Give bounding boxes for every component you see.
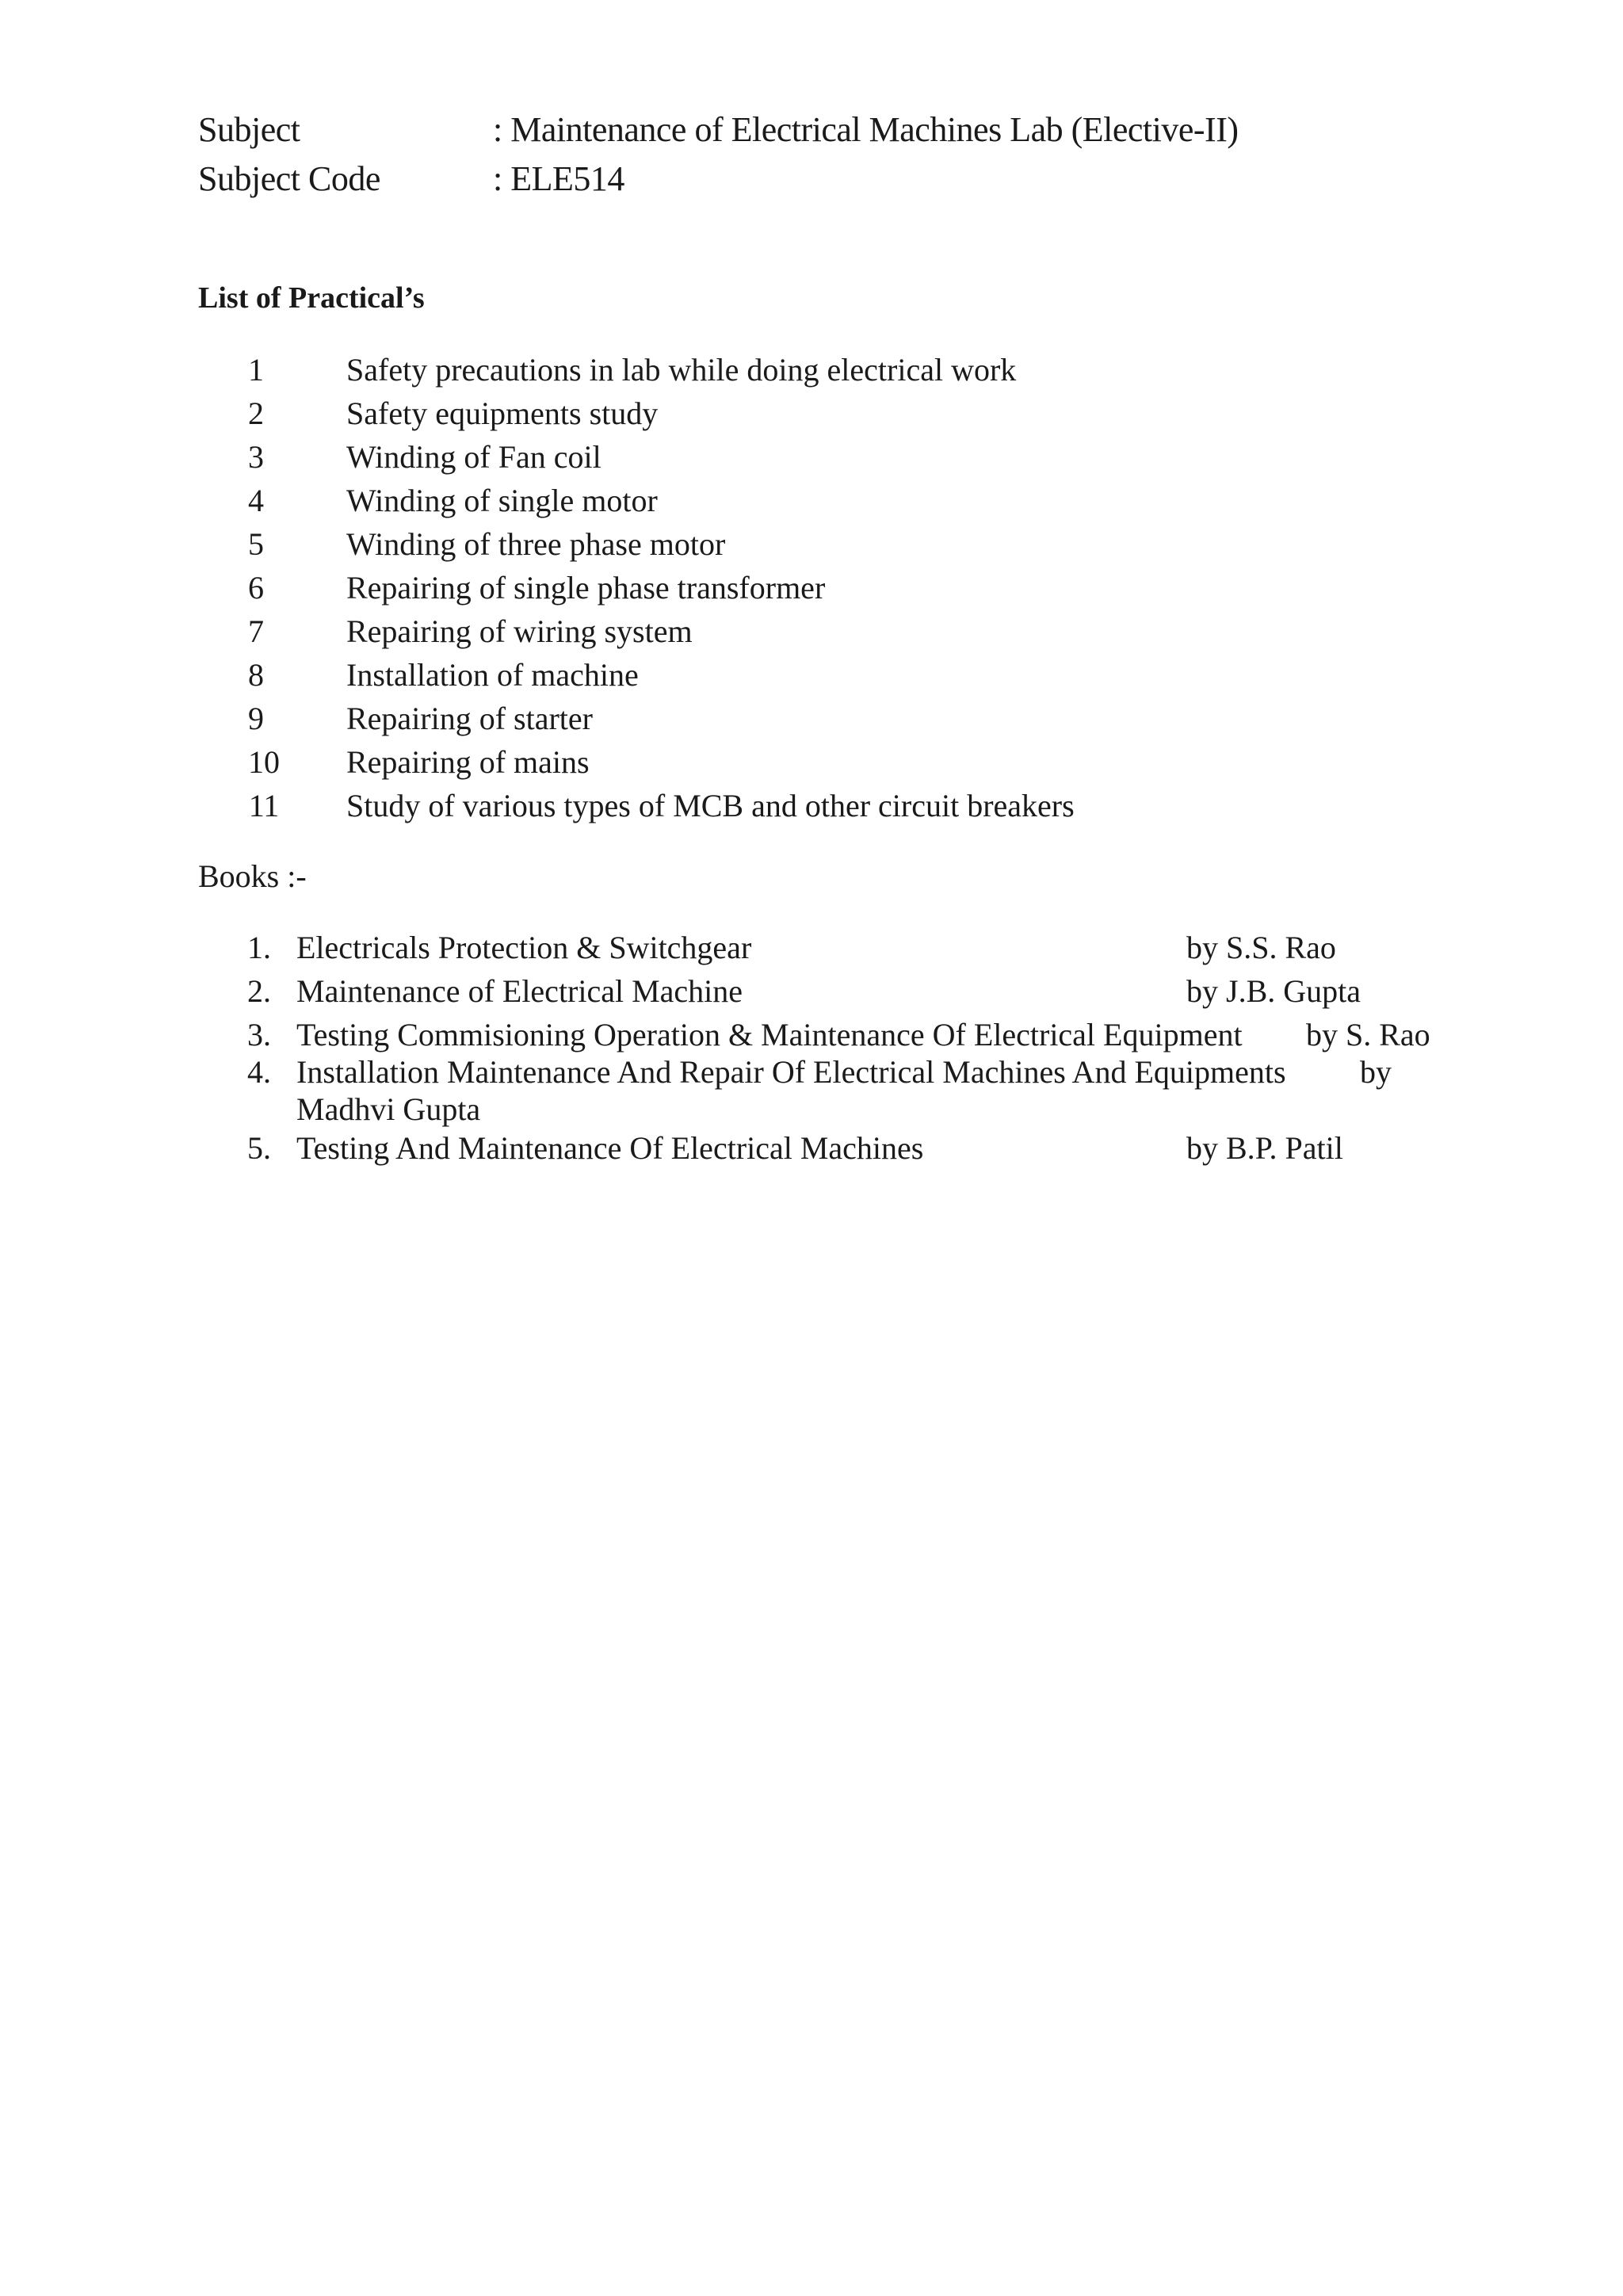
practical-number: 3	[248, 439, 264, 475]
book-title: Installation Maintenance And Repair Of Electrical Machines And Equipments	[296, 1054, 1286, 1090]
book-title: Testing And Maintenance Of Electrical Machines	[296, 1130, 924, 1166]
subject-value: : Maintenance of Electrical Machines Lab (Elective-II)	[493, 110, 1239, 149]
book-title: Electricals Protection & Switchgear	[296, 930, 752, 965]
practical-text: Repairing of mains	[346, 744, 590, 780]
practical-text: Winding of Fan coil	[346, 439, 601, 475]
book-author: by	[1360, 1054, 1392, 1090]
book-number: 3.	[247, 1017, 271, 1052]
practical-text: Repairing of single phase transformer	[346, 570, 826, 606]
book-number: 1.	[247, 930, 271, 965]
book-title: Maintenance of Electrical Machine	[296, 973, 743, 1009]
practical-number: 4	[248, 483, 264, 518]
practicals-title: List of Practical’s	[198, 281, 425, 315]
practical-text: Repairing of starter	[346, 701, 593, 736]
practical-number: 10	[248, 744, 280, 780]
subject-code-label: Subject Code	[198, 159, 380, 198]
book-number: 5.	[247, 1130, 271, 1166]
practical-number: 2	[248, 395, 264, 431]
practical-number: 1	[248, 352, 264, 388]
practical-number: 8	[248, 657, 264, 693]
book-number: 2.	[247, 973, 271, 1009]
practical-number: 6	[248, 570, 264, 606]
book-title-continuation: Madhvi Gupta	[296, 1091, 481, 1127]
practical-text: Safety equipments study	[346, 395, 659, 431]
book-author: by S. Rao	[1306, 1017, 1430, 1052]
book-author: by B.P. Patil	[1186, 1130, 1343, 1166]
book-author: by J.B. Gupta	[1186, 973, 1361, 1009]
subject-code-value: : ELE514	[493, 159, 624, 198]
practical-text: Winding of single motor	[346, 483, 658, 518]
practical-text: Study of various types of MCB and other circuit breakers	[346, 788, 1075, 823]
subject-label: Subject	[198, 110, 300, 149]
practical-number: 11	[248, 788, 280, 823]
books-title: Books :-	[198, 858, 307, 894]
practical-text: Safety precautions in lab while doing electrical work	[346, 352, 1017, 388]
practical-number: 7	[248, 613, 264, 649]
practical-number: 9	[248, 701, 264, 736]
practical-text: Winding of three phase motor	[346, 526, 726, 562]
practical-text: Installation of machine	[346, 657, 639, 693]
book-title: Testing Commisioning Operation & Maintenance Of Electrical Equipment	[296, 1017, 1243, 1052]
book-author: by S.S. Rao	[1186, 930, 1336, 965]
practical-text: Repairing of wiring system	[346, 613, 693, 649]
book-number: 4.	[247, 1054, 271, 1090]
practical-number: 5	[248, 526, 264, 562]
